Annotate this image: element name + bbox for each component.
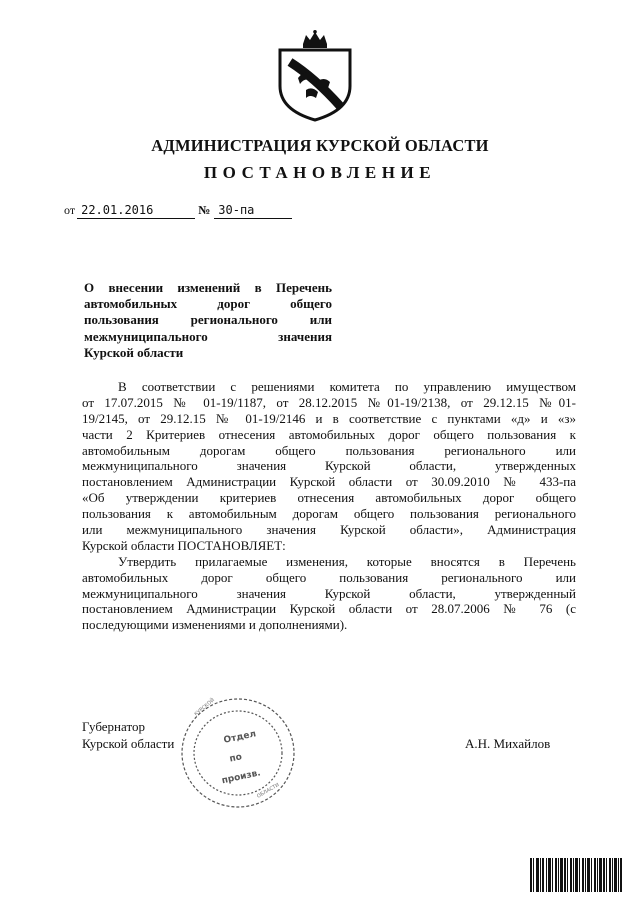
document-type-title: ПОСТАНОВЛЕНИЕ	[203, 163, 437, 182]
kursk-coat-of-arms-icon	[276, 30, 354, 122]
body-line: 19/2145, от 29.12.15 № 01-19/2146 и в соответствие с пунктами «д» и «з»	[82, 410, 576, 426]
document-number: 30-па	[214, 203, 292, 219]
signer-name: А.Н. Михайлов	[465, 736, 551, 751]
subject-line: межмуниципального значения	[84, 328, 332, 344]
body-line: постановлением Администрации Курской области от 30.09.2010 № 433-па	[82, 474, 576, 490]
document-body	[82, 379, 576, 633]
svg-text:произв.: произв.	[220, 768, 262, 787]
document-date: 22.01.2016	[77, 203, 195, 219]
svg-text:по: по	[228, 752, 243, 765]
body-line: постановлением Администрации Курской области от 28.07.2006 № 76 (с	[82, 601, 576, 617]
body-line: пользования к автомобильным дорогам общего пользования регионального	[82, 506, 576, 522]
body-line: «Об утверждении критериев отнесения автомобильных дорог общего	[82, 490, 576, 506]
svg-text:Отдел: Отдел	[222, 729, 258, 746]
official-stamp-seal	[178, 694, 298, 812]
body-line: или межмуниципального значения Курской области», Администрация	[82, 522, 576, 538]
subject-line: автомобильных дорог общего	[84, 296, 332, 312]
svg-text:ОБЛАСТИ: ОБЛАСТИ	[256, 782, 281, 800]
number-prefix: №	[198, 203, 211, 217]
document-subject	[84, 280, 332, 361]
signer-title-line: Губернатор	[82, 719, 145, 734]
subject-line: Курской области	[84, 344, 184, 360]
body-line: межмуниципального значения Курской области, утвержденных	[82, 458, 576, 474]
registration-line	[64, 203, 292, 219]
body-line: В соответствии с решениями комитета по управлению имуществом	[118, 379, 576, 394]
body-line: автомобильным дорогам общего пользования регионального или	[82, 442, 576, 458]
signer-title-line: Курской области	[82, 735, 175, 751]
body-line: последующими изменениями и дополнениями).	[82, 617, 348, 633]
svg-text:КУРСКОЙ: КУРСКОЙ	[193, 697, 216, 718]
body-line: Утвердить прилагаемые изменения, которые вносятся в Перечень	[118, 553, 576, 569]
subject-line: пользования регионального или	[84, 312, 332, 328]
organization-title: АДМИНИСТРАЦИЯ КУРСКОЙ ОБЛАСТИ	[151, 136, 489, 155]
body-line: межмуниципального значения Курской области, утвержденный	[82, 585, 576, 601]
signer-title	[82, 719, 174, 752]
barcode-icon	[530, 858, 623, 892]
subject-line: О внесении изменений в Перечень	[84, 280, 332, 295]
body-line: от 17.07.2015 № 01-19/1187, от 28.12.2015 №01-19/2138, от 29.12.15 №01-	[82, 394, 576, 410]
body-line: Курской области ПОСТАНОВЛЯЕТ:	[82, 537, 286, 553]
body-line: части 2 Критериев отнесения автомобильных дорог общего пользования к	[82, 426, 576, 442]
date-prefix: от	[64, 203, 76, 217]
body-line: автомобильных дорог общего пользования регионального или	[82, 569, 576, 585]
